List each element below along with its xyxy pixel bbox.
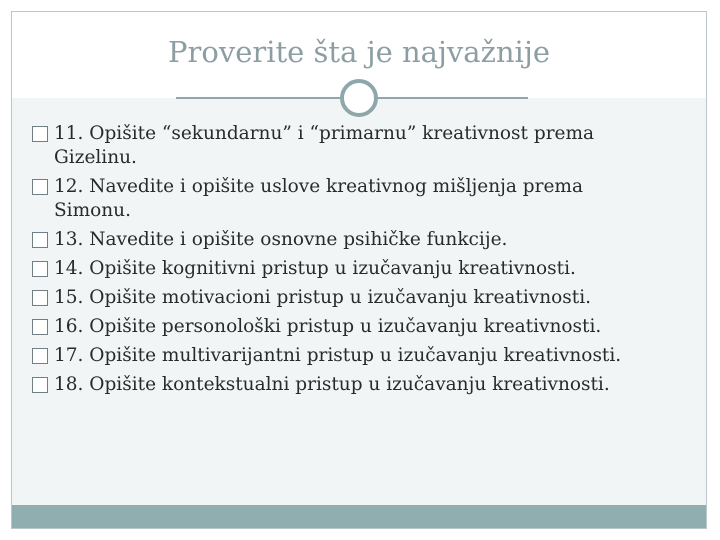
question-list [32,122,700,402]
square-bullet-icon [32,232,48,248]
square-bullet-icon [32,179,48,195]
square-bullet-icon [32,290,48,306]
list-item [32,257,700,281]
list-item [32,344,700,368]
list-item [32,228,700,252]
square-bullet-icon [32,319,48,335]
slide-title: Proverite šta je najvažnije [168,35,550,69]
list-item [32,373,700,397]
list-item-text: 13. Navedite i opišite osnovne psihičke funkcije. [54,229,508,250]
list-item [32,175,700,223]
square-bullet-icon [32,348,48,364]
divider-circle-icon [340,79,378,117]
title-divider-left [176,97,342,99]
list-item-text: 11. Opišite “sekundarnu” i “primarnu” kreativnost prema Gizelinu. [54,123,595,168]
list-item [32,286,700,310]
list-item-text: 12. Navedite i opišite uslove kreativnog mišljenja prema Simonu. [54,176,583,221]
square-bullet-icon [32,377,48,393]
footer-bar [12,505,706,528]
list-item-text: 18. Opišite kontekstualni pristup u izučavanju kreativnosti. [54,374,610,395]
list-item [32,122,700,170]
list-item [32,315,700,339]
list-item-text: 14. Opišite kognitivni pristup u izučavanju kreativnosti. [54,258,576,279]
square-bullet-icon [32,126,48,142]
list-item-text: 16. Opišite personološki pristup u izučavanju kreativnosti. [54,316,602,337]
list-item-text: 15. Opišite motivacioni pristup u izučavanju kreativnosti. [54,287,592,308]
square-bullet-icon [32,261,48,277]
list-item-text: 17. Opišite multivarijantni pristup u izučavanju kreativnosti. [54,345,622,366]
title-divider-right [378,97,528,99]
